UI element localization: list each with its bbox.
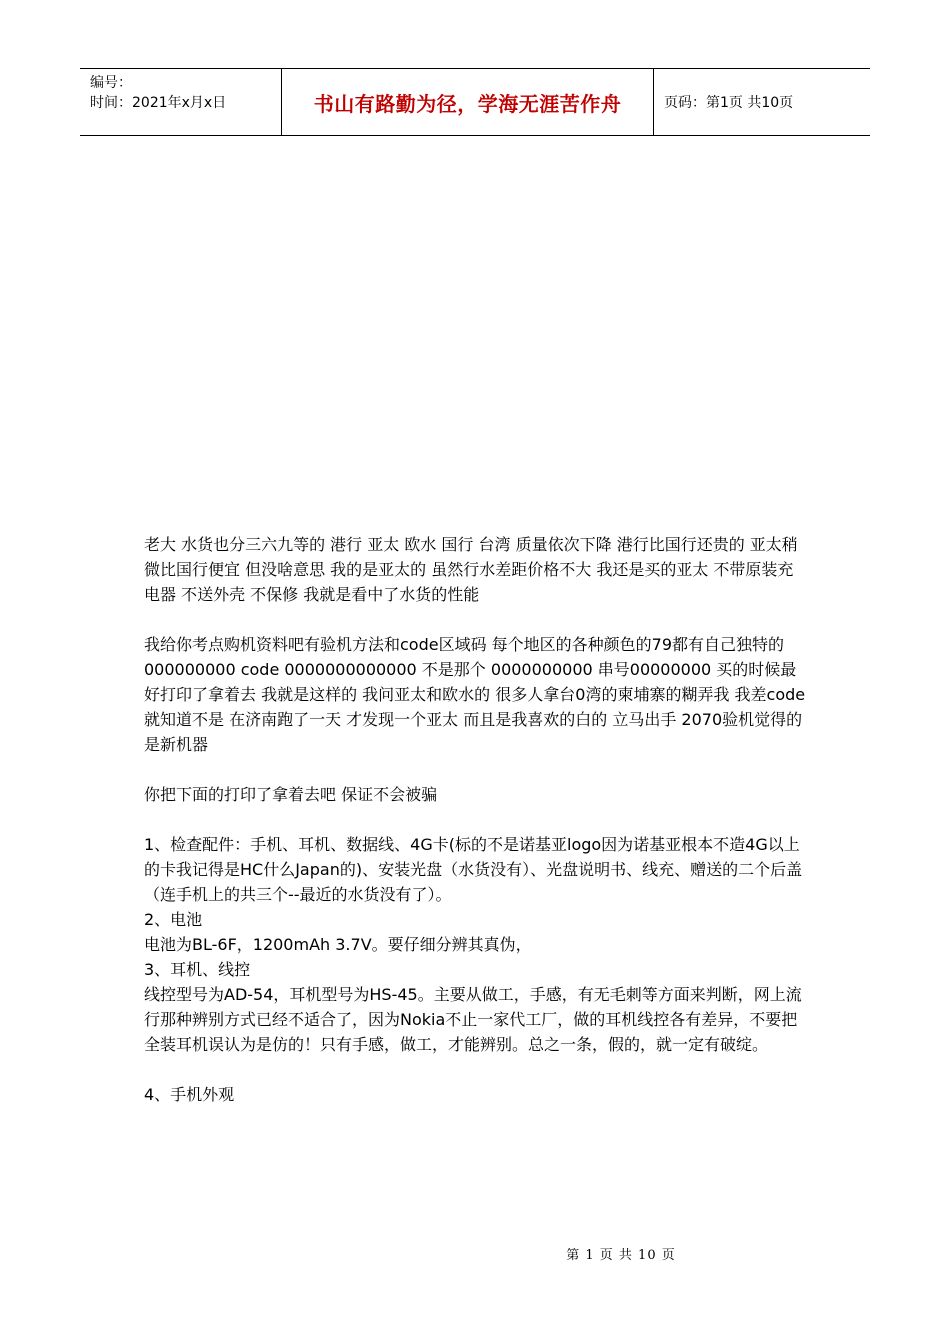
- item-1: 1、检查配件：手机、耳机、数据线、4G卡(标的不是诺基亚logo因为诺基亚根本不造4G以上的卡我记得是HC什么Japan的)、安装光盘（水货没有）、光盘说明书、线充、赠送的二个后盖（连手机上的共三个--最近的水货没有了）。: [144, 835, 803, 904]
- number-label: 编号：: [90, 75, 132, 91]
- item-2-text: 电池为BL-6F，1200mAh 3.7V。要仔细分辨其真伪，: [144, 935, 532, 954]
- time-label: 时间：2021年x月x日: [90, 95, 227, 111]
- document-body: [144, 532, 808, 1107]
- header-table: [80, 68, 870, 136]
- motto: 书山有路勤为径，学海无涯苦作舟: [282, 69, 654, 135]
- paragraph-2: 我给你考点购机资料吧有验机方法和code区域码 每个地区的各种颜色的79都有自己独特的000000000 code 0000000000000 不是那个 0000000000 串号00000000 买的时候最好打印了拿着去 我就是这样的 我问亚太和欧水的 很多人拿台0湾的柬埔寨的糊弄我 我差code就知道不是 在济南跑了一天 才发现一个亚太 而且是我喜欢的白的 立马出手 2070验机觉得的是新机器: [144, 635, 806, 754]
- item-3-title: 3、耳机、线控: [144, 960, 251, 979]
- item-4-title: 4、手机外观: [144, 1085, 235, 1104]
- page-info: 页码：第1页 共10页: [664, 95, 794, 111]
- page-footer: 第 1 页 共 10 页: [566, 1248, 676, 1263]
- header-info-cell: [80, 69, 282, 135]
- item-3-text: 线控型号为AD-54，耳机型号为HS-45。主要从做工，手感，有无毛刺等方面来判断，网上流行那种辨别方式已经不适合了，因为Nokia不止一家代工厂，做的耳机线控各有差异，不要把全装耳机误认为是仿的！只有手感，做工，才能辨别。总之一条，假的，就一定有破绽。: [144, 985, 802, 1054]
- paragraph-1: 老大 水货也分三六九等的 港行 亚太 欧水 国行 台湾 质量依次下降 港行比国行还贵的 亚太稍微比国行便宜 但没啥意思 我的是亚太的 虽然行水差距价格不大 我还是买的亚太 不带原装充电器 不送外壳 不保修 我就是看中了水货的性能: [144, 535, 798, 604]
- item-2-title: 2、电池: [144, 910, 203, 929]
- paragraph-3: 你把下面的打印了拿着去吧 保证不会被骗: [144, 785, 438, 804]
